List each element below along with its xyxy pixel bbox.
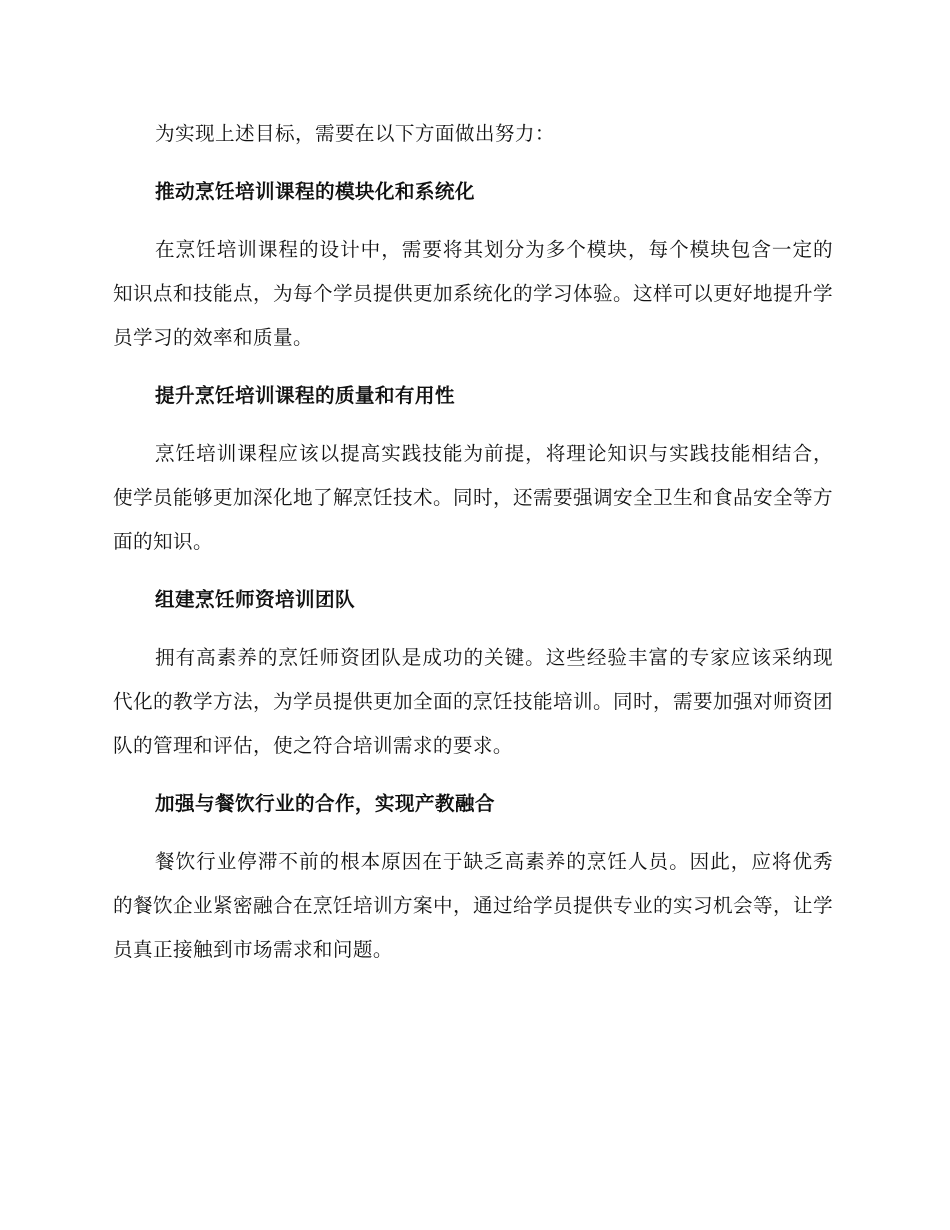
document-body xyxy=(113,112,833,986)
intro-paragraph: 为实现上述目标，需要在以下方面做出努力： xyxy=(155,122,555,145)
section-heading-modular: 推动烹饪培训课程的模块化和系统化 xyxy=(155,180,475,203)
section-heading-faculty: 组建烹饪师资培训团队 xyxy=(155,588,355,611)
section-heading-industry: 加强与餐饮行业的合作，实现产教融合 xyxy=(155,792,495,815)
section-body-quality: 烹饪培训课程应该以提高实践技能为前提，将理论知识与实践技能相结合，使学员能够更加深化地了解烹饪技术。同时，还需要强调安全卫生和食品安全等方面的知识。 xyxy=(113,442,833,553)
section-body-industry: 餐饮行业停滞不前的根本原因在于缺乏高素养的烹饪人员。因此，应将优秀的餐饮企业紧密融合在烹饪培训方案中，通过给学员提供专业的实习机会等，让学员真正接触到市场需求和问题。 xyxy=(113,850,833,961)
section-body-faculty: 拥有高素养的烹饪师资团队是成功的关键。这些经验丰富的专家应该采纳现代化的教学方法，为学员提供更加全面的烹饪技能培训。同时，需要加强对师资团队的管理和评估，使之符合培训需求的要求。 xyxy=(113,646,833,757)
section-heading-quality: 提升烹饪培训课程的质量和有用性 xyxy=(155,384,455,407)
section-body-modular: 在烹饪培训课程的设计中，需要将其划分为多个模块，每个模块包含一定的知识点和技能点，为每个学员提供更加系统化的学习体验。这样可以更好地提升学员学习的效率和质量。 xyxy=(113,238,833,349)
